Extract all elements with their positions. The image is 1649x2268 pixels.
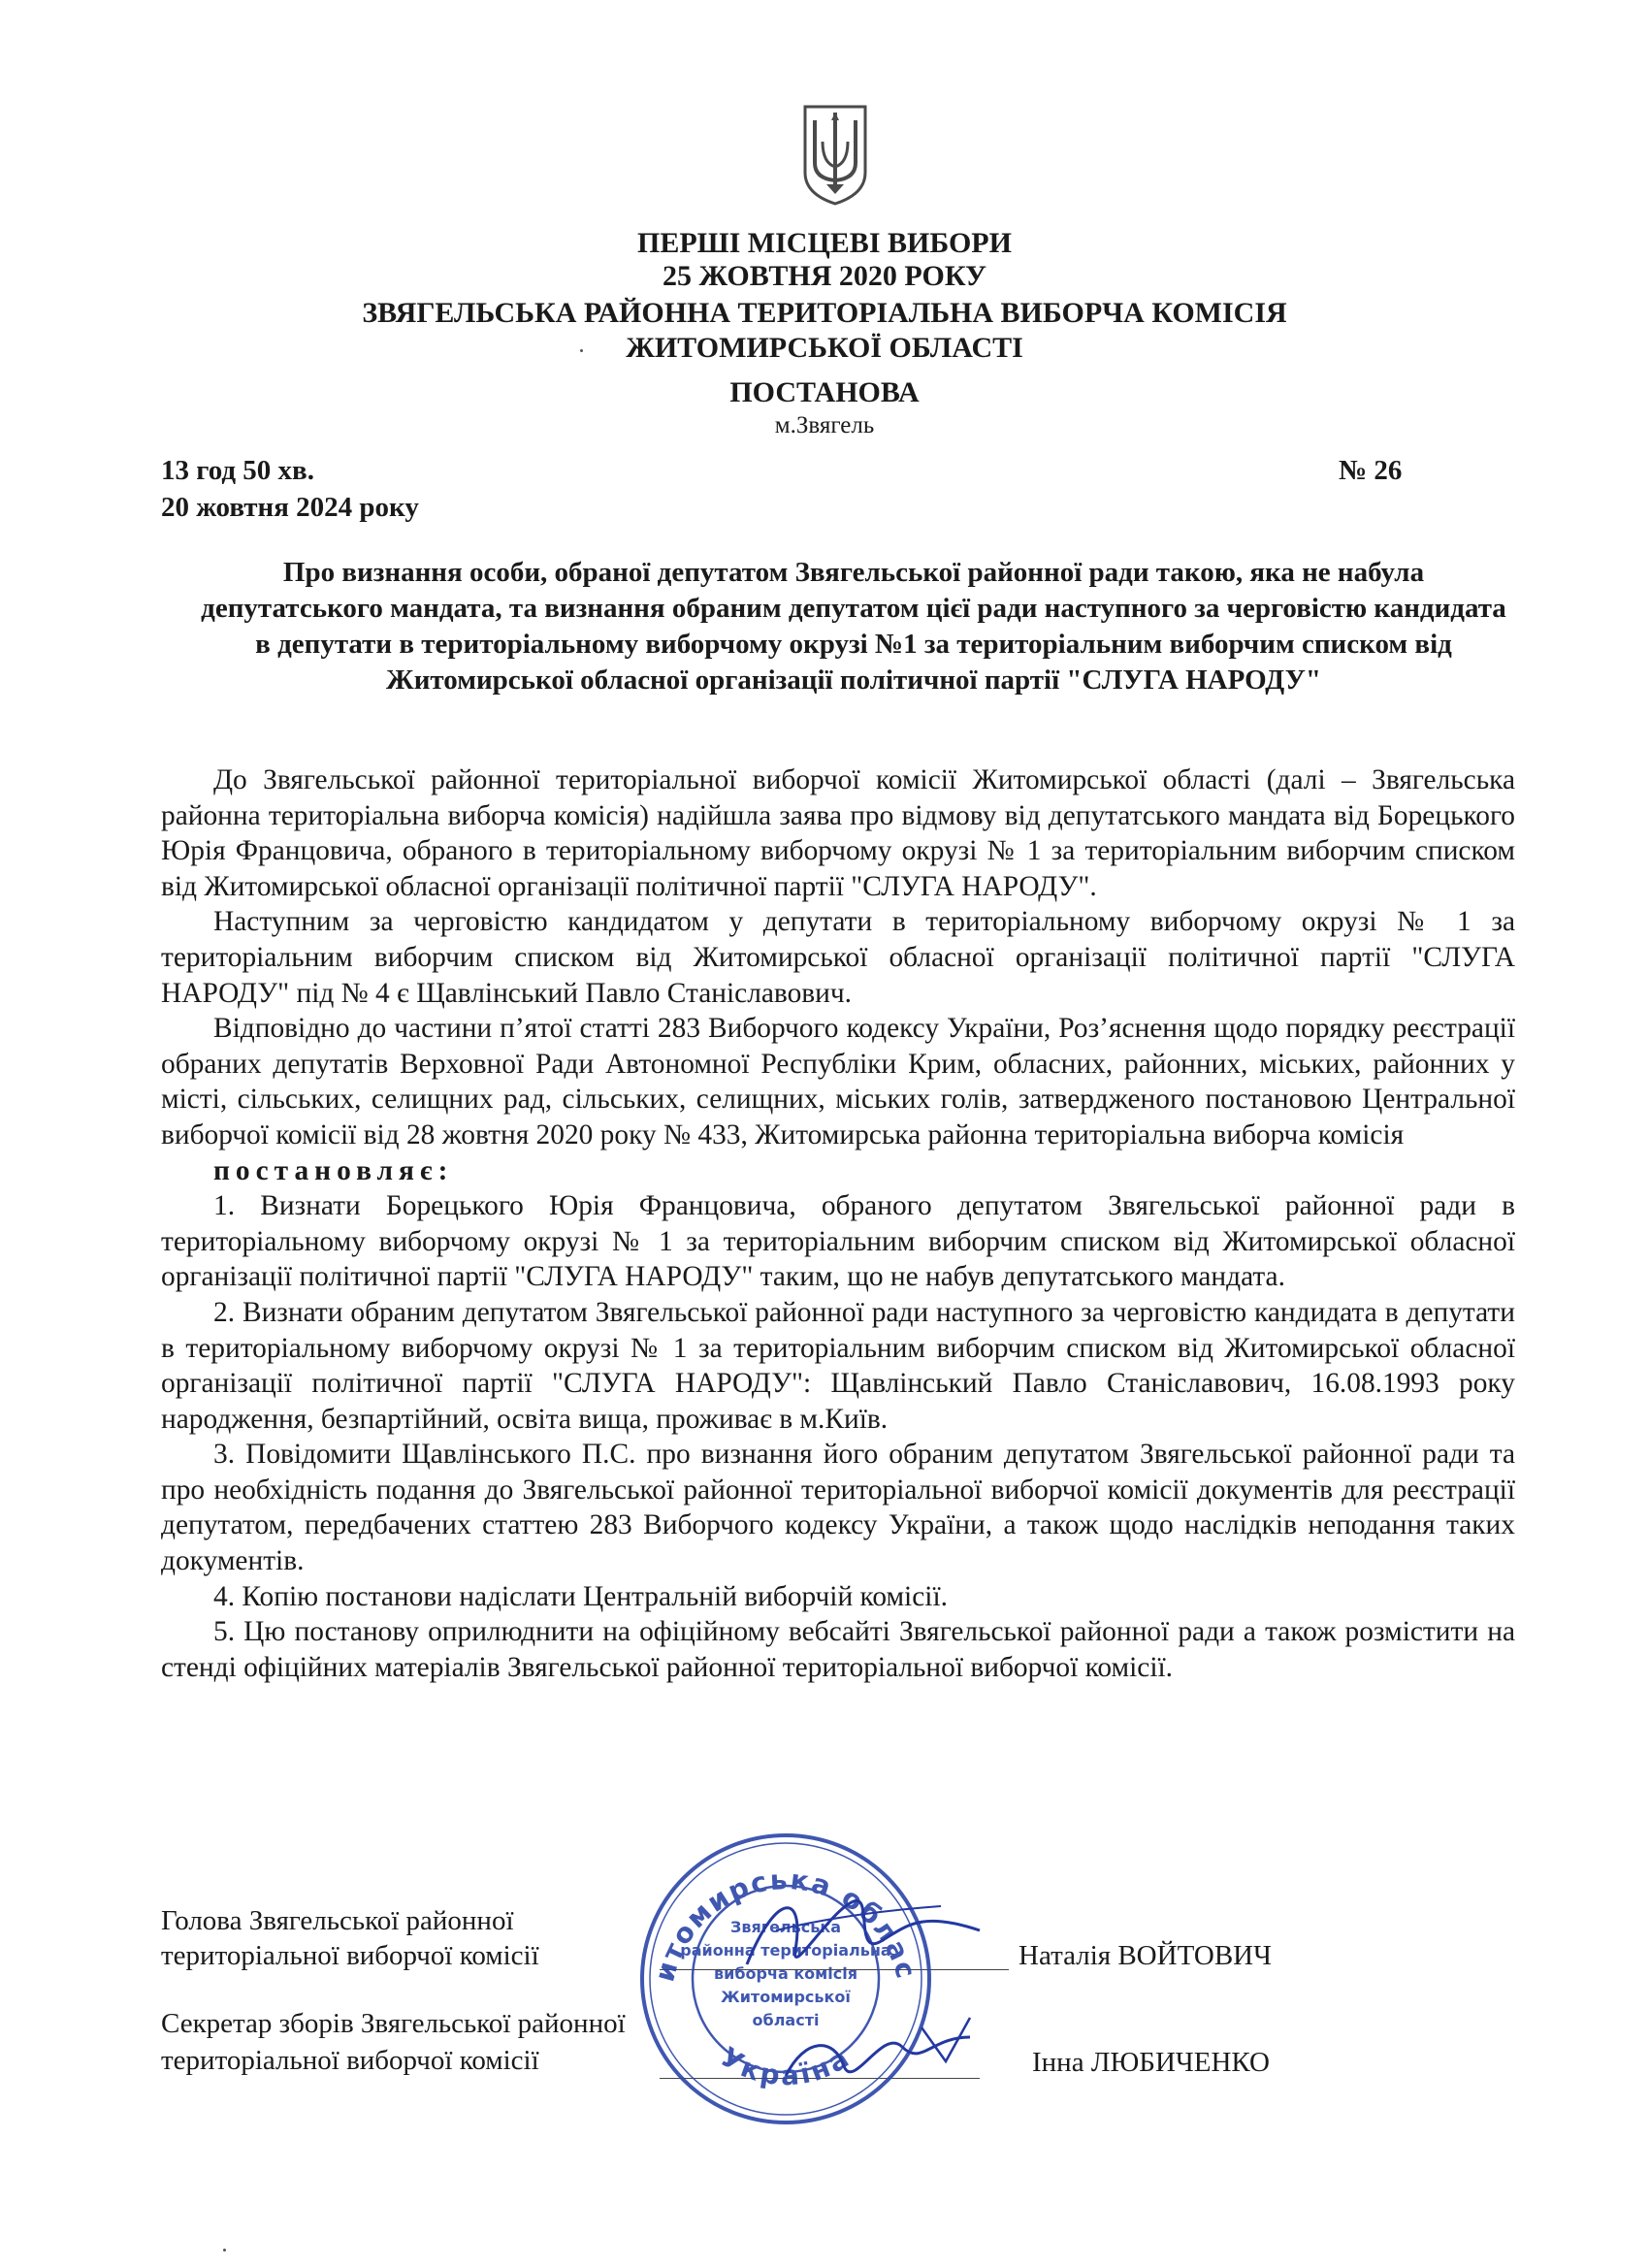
decision-item-3: 3. Повідомити Щавлінського П.С. про визнання його обраним депутатом Звягельської районної ради та про необхідність подання до Звягельської районної територіальної виборчої комісії документів для реєстрації депутатом, передбачених статтею 283 Виборчого кодексу України, а також щодо наслідків неподання таких документів. <box>161 1439 1515 1577</box>
stamp-outer-bottom-text: Україна <box>714 2040 857 2092</box>
svg-text:Україна <box>715 2041 857 2092</box>
decree-heading: постановляє: <box>213 1154 454 1186</box>
decision-item-1: 1. Визнати Борецького Юрія Францовича, обраного депутатом Звягельської районної ради в територіальному виборчому окрузі № 1 за територіальним виборчим списком від Житомирської обласної організації політичної партії "СЛУГА НАРОДУ" таким, що не набув депутатського мандата. <box>161 1190 1515 1293</box>
document-type-title: ПОСТАНОВА <box>729 376 920 408</box>
body-paragraph-2: Наступним за черговістю кандидатом у депутати в територіальному виборчому окрузі № 1 за територіальним виборчим списком від Житомирської обласної організації політичної партії "СЛУГА НАРОДУ" під № 4 є Щавлінський Павло Станіславович. <box>161 906 1515 1009</box>
chair-name: Наталія ВОЙТОВИЧ <box>1018 1940 1272 1971</box>
trident-emblem-icon <box>801 103 869 208</box>
stamp-inner-line-2: районна територіальна <box>680 1941 891 1960</box>
header-election-title: ПЕРШІ МІСЦЕВІ ВИБОРИ <box>637 227 1012 259</box>
chair-title-line-2: територіальної виборчої комісії <box>161 1940 539 1971</box>
stamp-outer-top-text: Житомирська область <box>617 1798 923 1986</box>
chair-title-line-1: Голова Звягельської районної <box>161 1905 514 1936</box>
secretary-title-line-2: територіальної виборчої комісії <box>161 2045 539 2076</box>
stamp-inner-line-1: Звягельська <box>729 1918 842 1936</box>
body-paragraph-1: До Звягельської районної територіальної виборчої комісії Житомирської області (далі – Звягельська районна територіальна виборча комісія) надійшла заява про відмову від депутатського мандата від Борецького Юрія Францовича, обраного в територіальному виборчому окрузі № 1 за територіальним виборчим списком від Житомирської обласної організації політичної партії "СЛУГА НАРОДУ". <box>161 764 1515 902</box>
official-stamp <box>617 1798 936 2124</box>
document-city: м.Звягель <box>774 412 875 438</box>
header-commission-name: ЗВЯГЕЛЬСЬКА РАЙОННА ТЕРИТОРІАЛЬНА ВИБОРЧА КОМІСІЯ <box>362 297 1287 329</box>
document-number: № 26 <box>1339 455 1403 486</box>
scan-speck <box>580 349 583 352</box>
header-region: ЖИТОМИРСЬКОЇ ОБЛАСТІ <box>626 332 1023 364</box>
decision-item-2: 2. Визнати обраним депутатом Звягельської районної ради наступного за черговістю кандидата в депутати в територіальному виборчому окрузі № 1 за територіальним виборчим списком від Житомирської обласної організації політичної партії "СЛУГА НАРОДУ": Щавлінський Павло Станіславович, 16.08.1993 року народження, безпартійний, освіта вища, проживає в м.Київ. <box>161 1296 1515 1435</box>
stamp-inner-line-3: виборча комісія <box>714 1964 857 1983</box>
stamp-inner-line-5: області <box>752 2011 820 2029</box>
document-body <box>161 762 1515 1685</box>
stamp-inner-line-4: Житомирської <box>721 1988 851 2006</box>
header-election-date: 25 ЖОВТНЯ 2020 РОКУ <box>662 260 987 292</box>
document-date: 20 жовтня 2024 року <box>161 492 419 523</box>
decision-item-4: 4. Копію постанови надіслати Центральній виборчій комісії. <box>213 1580 948 1612</box>
document-time: 13 год 50 хв. <box>161 455 314 486</box>
scan-speck <box>223 2249 226 2252</box>
body-paragraph-3: Відповідно до частини п’ятої статті 283 Виборчого кодексу України, Роз’яснення щодо порядку реєстрації обраних депутатів Верховної Ради Автономної Республіки Крим, обласних, районних, міських, районних у місті, сільських, селищних рад, сільських, селищних, міських голів, затвердженого постановою Центральної виборчої комісії від 28 жовтня 2020 року № 433, Житомирська районна територіальна виборча комісія <box>161 1013 1515 1150</box>
decision-item-5: 5. Цю постанову оприлюднити на офіційному вебсайті Звягельської районної ради а також розмістити на стенді офіційних матеріалів Звягельської районної територіальної виборчої комісії. <box>161 1616 1515 1683</box>
secretary-title-line-1: Секретар зборів Звягельської районної <box>161 2008 626 2039</box>
document-subject: Про визнання особи, обраної депутатом Звягельської районної ради такою, яка не набула депутатського мандата, та визнання обраним депутатом цієї ради наступного за черговістю кандидата в депутати в територіальному виборчому окрузі №1 за територіальним виборчим списком від Житомирської обласної організації політичної партії "СЛУГА НАРОДУ" <box>201 557 1506 696</box>
secretary-name: Інна ЛЮБИЧЕНКО <box>1032 2047 1270 2078</box>
